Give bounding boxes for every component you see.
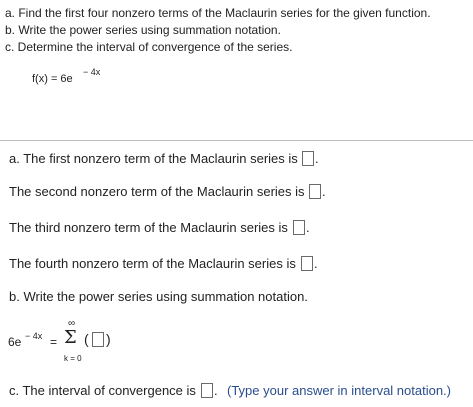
summation-expression (8, 312, 138, 366)
part-a-third-label: The third nonzero term of the Maclaurin series is (9, 220, 288, 235)
interval-input[interactable] (201, 383, 213, 398)
interval-hint: (Type your answer in interval notation.) (227, 383, 451, 398)
fourth-term-input[interactable] (301, 256, 313, 271)
fourth-term-period: . (314, 256, 318, 271)
open-paren: ( (84, 331, 89, 347)
third-term-input[interactable] (293, 220, 305, 235)
part-c-label: c. The interval of convergence is (9, 383, 196, 398)
second-term-input[interactable] (309, 184, 321, 199)
series-term-input[interactable] (92, 332, 104, 347)
sigma-symbol: Σ (64, 327, 77, 348)
function-exponent: − 4x (83, 67, 101, 77)
first-term-period: . (315, 151, 319, 166)
summation-lhs-exponent: − 4x (25, 331, 43, 341)
sum-lower-limit: k = 0 (64, 354, 82, 363)
instruction-c: c. Determine the interval of convergence of the series. (5, 40, 293, 54)
interval-period: . (214, 383, 218, 398)
function-expression (32, 66, 152, 88)
third-term-period: . (306, 220, 310, 235)
sum-upper-limit: ∞ (68, 318, 76, 329)
part-b-label: b. Write the power series using summation notation. (9, 289, 308, 304)
close-paren: ) (106, 331, 111, 347)
instruction-b: b. Write the power series using summation notation. (5, 23, 281, 37)
instruction-a: a. Find the first four nonzero terms of the Maclaurin series for the given function. (5, 6, 431, 20)
first-term-input[interactable] (302, 151, 314, 166)
part-a-second-label: The second nonzero term of the Maclaurin series is (9, 184, 305, 199)
section-divider (0, 140, 473, 141)
summation-lhs: 6e (8, 335, 22, 349)
equals-sign: = (50, 335, 58, 349)
part-a-fourth-label: The fourth nonzero term of the Maclaurin series is (9, 256, 296, 271)
second-term-period: . (322, 184, 326, 199)
function-lhs: f(x) = 6e (32, 73, 73, 85)
part-a-first-label: a. The first nonzero term of the Maclaurin series is (9, 151, 298, 166)
